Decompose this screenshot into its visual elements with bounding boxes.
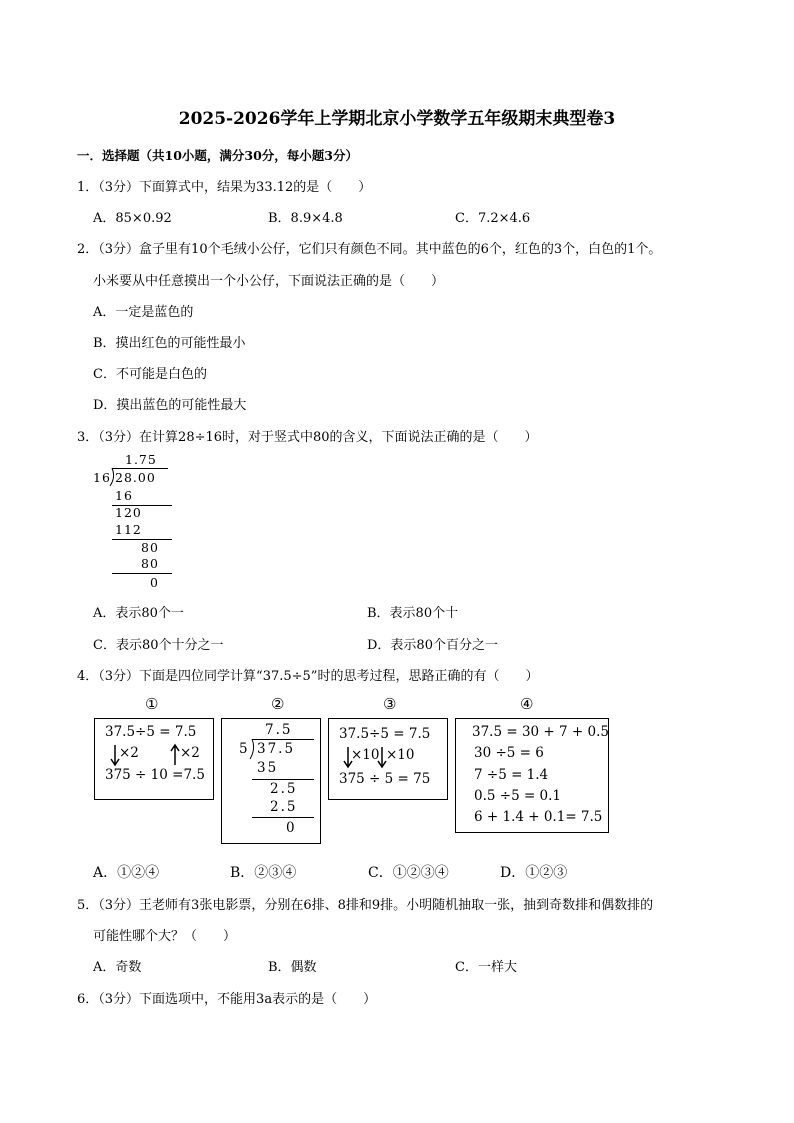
box2-step: 2.5 (270, 781, 298, 797)
division-divisor: 16 (93, 470, 111, 485)
division-quotient: 1.75 (125, 452, 157, 467)
q2-option-b[interactable]: B．摸出红色的可能性最小 (93, 336, 246, 351)
q1-option-b[interactable]: B．8.9×4.8 (268, 211, 343, 226)
division-step: 120 (115, 505, 142, 520)
box2-line (252, 817, 314, 818)
box1-line2: 375 ÷ 10 =7.5 (105, 767, 205, 783)
division-step: 80 (141, 540, 159, 555)
box2-divisor: 5 (239, 741, 248, 757)
q3-option-d[interactable]: D．表示80个百分之一 (367, 638, 498, 653)
box1-line1: 37.5÷5 = 7.5 (105, 724, 197, 740)
q3-option-a[interactable]: A．表示80个一 (93, 606, 184, 621)
q4-option-a[interactable]: A．①②④ (93, 865, 160, 881)
question-4-stem: 4．（3分）下面是四位同学计算“37.5÷5”时的思考过程，思路正确的有（ ） (77, 669, 539, 684)
question-5-stem-line1: 5．（3分）王老师有3张电影票，分别在6排、8排和9排。小明随机抽取一张，抽到奇数排和偶数排的 (77, 898, 654, 913)
label-3: ③ (383, 695, 397, 713)
q5-option-c[interactable]: C．一样大 (455, 960, 517, 975)
box2-step: 2.5 (270, 799, 298, 815)
question-6-stem: 6．（3分）下面选项中，不能用3a表示的是（ ） (77, 992, 377, 1007)
q1-option-a[interactable]: A．85×0.92 (93, 211, 172, 226)
box4-line: 30 ÷5 = 6 (474, 745, 544, 761)
division-line (112, 573, 172, 574)
box4-line: 0.5 ÷5 = 0.1 (474, 788, 562, 804)
q5-option-b[interactable]: B．偶数 (268, 960, 317, 975)
q5-option-a[interactable]: A．奇数 (93, 960, 142, 975)
division-bar (112, 468, 168, 469)
box3-right-arrow-label: ×10 (386, 747, 415, 763)
division-step: 16 (115, 488, 133, 503)
question-3-stem: 3．（3分）在计算28÷16时，对于竖式中80的含义，下面说法正确的是（ ） (77, 430, 538, 445)
box1-right-arrow-label: ×2 (180, 745, 200, 761)
thought-box-3 (328, 718, 448, 800)
question-2-stem-line1: 2．（3分）盒子里有10个毛绒小公仔，它们只有颜色不同。其中蓝色的6个，红色的3个，白色的1个。 (77, 242, 662, 257)
box1-left-arrow-label: ×2 (119, 745, 139, 761)
label-1: ① (145, 695, 159, 713)
q4-option-b[interactable]: B．②③④ (230, 865, 297, 881)
box3-line2: 375 ÷ 5 = 75 (339, 771, 431, 787)
section-heading: 一．选择题（共10小题，满分30分，每小题3分） (77, 148, 358, 163)
box2-step: 35 (257, 760, 279, 776)
thought-box-2 (221, 718, 321, 844)
q4-option-d[interactable]: D．①②③ (500, 865, 568, 881)
thought-box-1 (94, 718, 214, 800)
label-4: ④ (520, 695, 534, 713)
box2-division-bar (252, 739, 314, 740)
q2-option-c[interactable]: C．不可能是白色的 (93, 367, 207, 382)
q1-option-c[interactable]: C．7.2×4.6 (455, 211, 531, 226)
box2-dividend: 37.5 (257, 741, 296, 757)
question-5-stem-line2: 可能性哪个大？（ ） (93, 929, 237, 944)
q3-option-b[interactable]: B．表示80个十 (367, 606, 459, 621)
q2-option-d[interactable]: D．摸出蓝色的可能性最大 (93, 398, 247, 413)
division-dividend: 28.00 (115, 470, 156, 485)
box4-line: 6 + 1.4 + 0.1= 7.5 (474, 809, 603, 825)
page-title: 2025-2026学年上学期北京小学数学五年级期末典型卷3 (178, 109, 616, 129)
division-step: 112 (115, 522, 142, 537)
box3-line1: 37.5÷5 = 7.5 (339, 726, 431, 742)
box2-quotient: 7.5 (265, 722, 293, 738)
box3-left-arrow-label: ×10 (351, 747, 380, 763)
box2-line (252, 779, 314, 780)
box2-division-bracket (246, 738, 256, 760)
box4-line: 7 ÷5 = 1.4 (474, 767, 549, 783)
box4-line: 37.5 = 30 + 7 + 0.5 (472, 724, 609, 740)
q2-option-a[interactable]: A．一定是蓝色的 (93, 305, 194, 320)
division-step: 80 (141, 556, 159, 571)
question-1-stem: 1．（3分）下面算式中，结果为33.12的是（ ） (77, 180, 372, 195)
thought-box-4 (455, 718, 609, 833)
box2-step: 0 (286, 820, 295, 836)
q3-option-c[interactable]: C．表示80个十分之一 (93, 638, 224, 653)
q4-option-c[interactable]: C．①②③④ (368, 865, 449, 881)
question-2-stem-line2: 小米要从中任意摸出一个小公仔，下面说法正确的是（ ） (93, 274, 445, 289)
label-2: ② (271, 695, 285, 713)
division-step: 0 (150, 575, 159, 590)
